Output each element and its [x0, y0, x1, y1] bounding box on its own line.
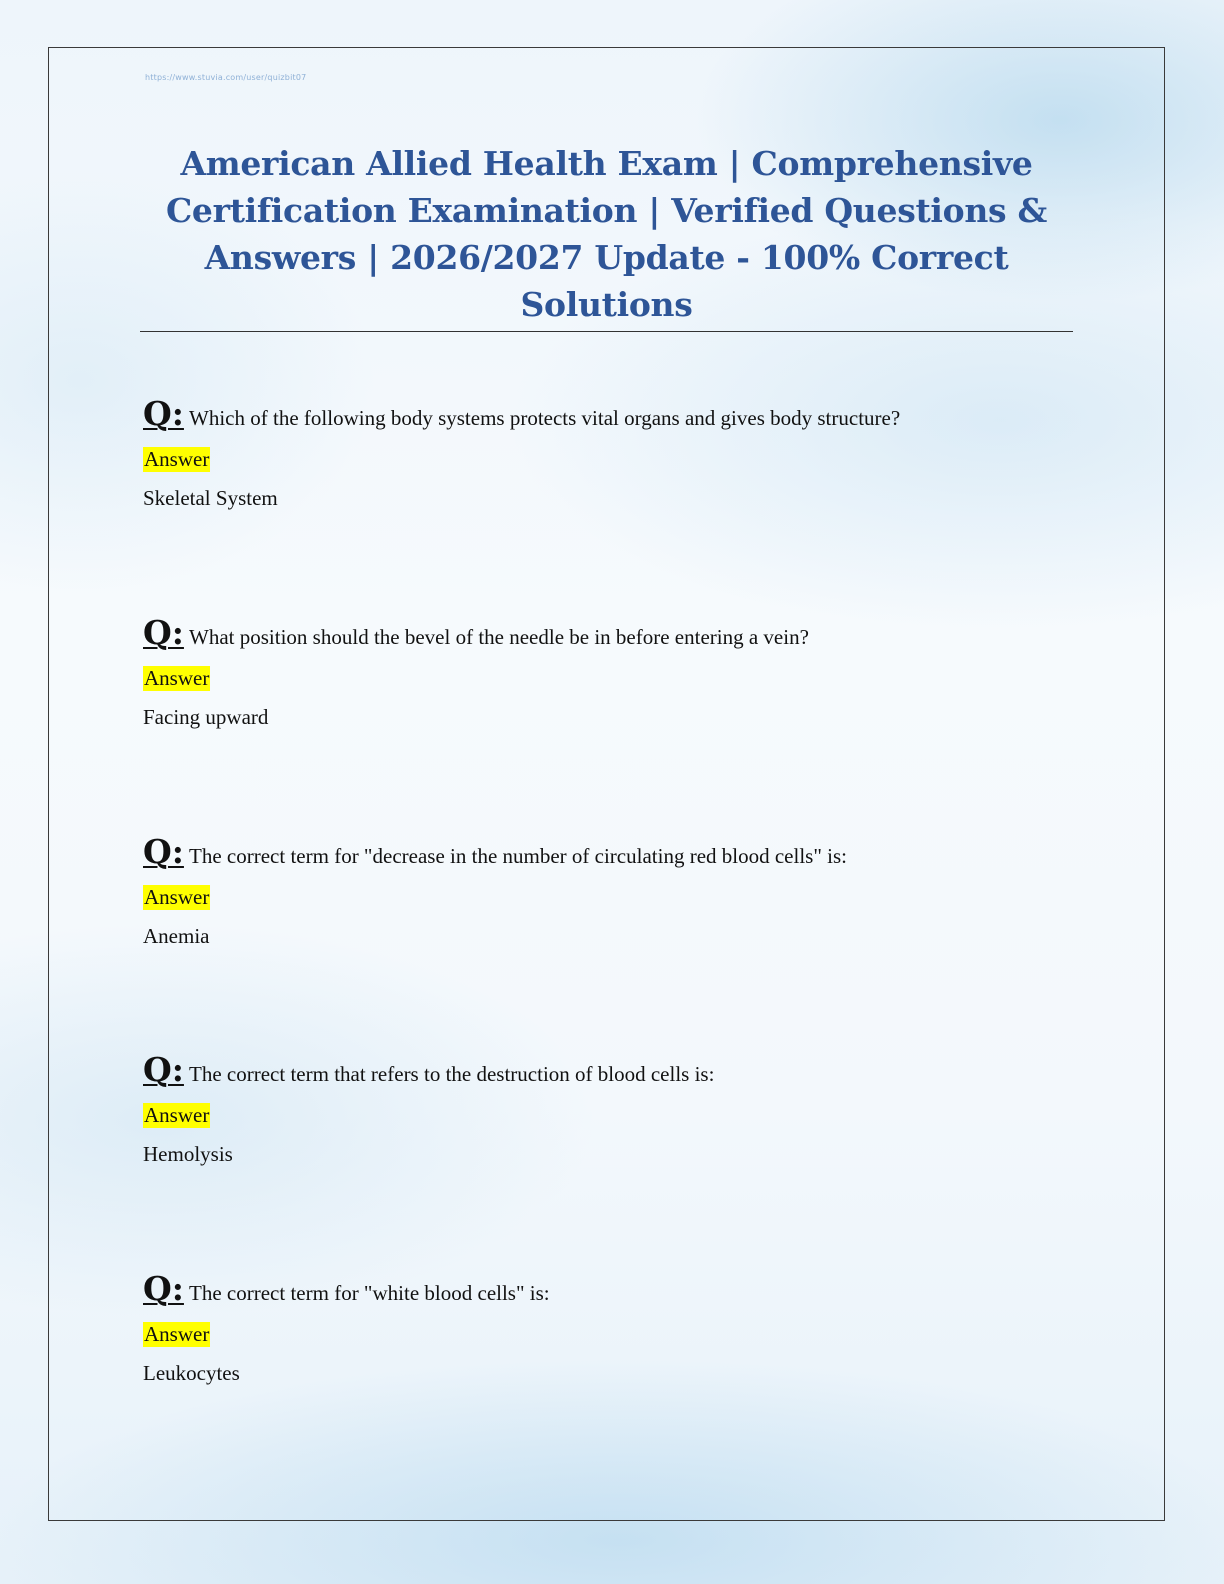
question-marker: Q:	[143, 394, 184, 433]
question-text: Which of the following body systems protects vital organs and gives body structure?	[189, 406, 901, 430]
question-marker: Q:	[143, 1269, 184, 1308]
question-row	[143, 834, 1073, 874]
qa-item-2	[143, 615, 1073, 730]
source-url[interactable]: https://www.stuvia.com/user/quizbit07	[145, 73, 307, 82]
answer-label: Answer	[144, 666, 210, 690]
question-row	[143, 1271, 1073, 1311]
qa-item-5	[143, 1271, 1073, 1386]
question-text: The correct term that refers to the destruction of blood cells is:	[189, 1062, 715, 1086]
answer-text: Leukocytes	[143, 1361, 240, 1385]
qa-item-1	[143, 396, 1073, 511]
answer-text: Anemia	[143, 924, 210, 948]
qa-item-4	[143, 1052, 1073, 1167]
answer-label: Answer	[144, 1322, 210, 1346]
question-text: What position should the bevel of the needle be in before entering a vein?	[189, 625, 809, 649]
question-text: The correct term for "decrease in the number of circulating red blood cells" is:	[189, 844, 847, 868]
answer-text: Hemolysis	[143, 1142, 233, 1166]
answer-label: Answer	[144, 885, 210, 909]
answer-label: Answer	[144, 1103, 210, 1127]
question-row	[143, 396, 1073, 436]
question-marker: Q:	[143, 613, 184, 652]
answer-text: Skeletal System	[143, 486, 278, 510]
title-divider	[140, 331, 1073, 332]
answer-text: Facing upward	[143, 705, 269, 729]
question-row	[143, 1052, 1073, 1092]
question-row	[143, 615, 1073, 655]
document-title: American Allied Health Exam | Comprehensive Certification Examination | Verified Questions & Answers | 2026/2027 Update - 100% Correct Solutions	[165, 144, 1048, 324]
question-marker: Q:	[143, 1050, 184, 1089]
answer-label: Answer	[144, 447, 210, 471]
question-marker: Q:	[143, 832, 184, 871]
qa-item-3	[143, 834, 1073, 949]
question-text: The correct term for "white blood cells" is:	[189, 1281, 550, 1305]
